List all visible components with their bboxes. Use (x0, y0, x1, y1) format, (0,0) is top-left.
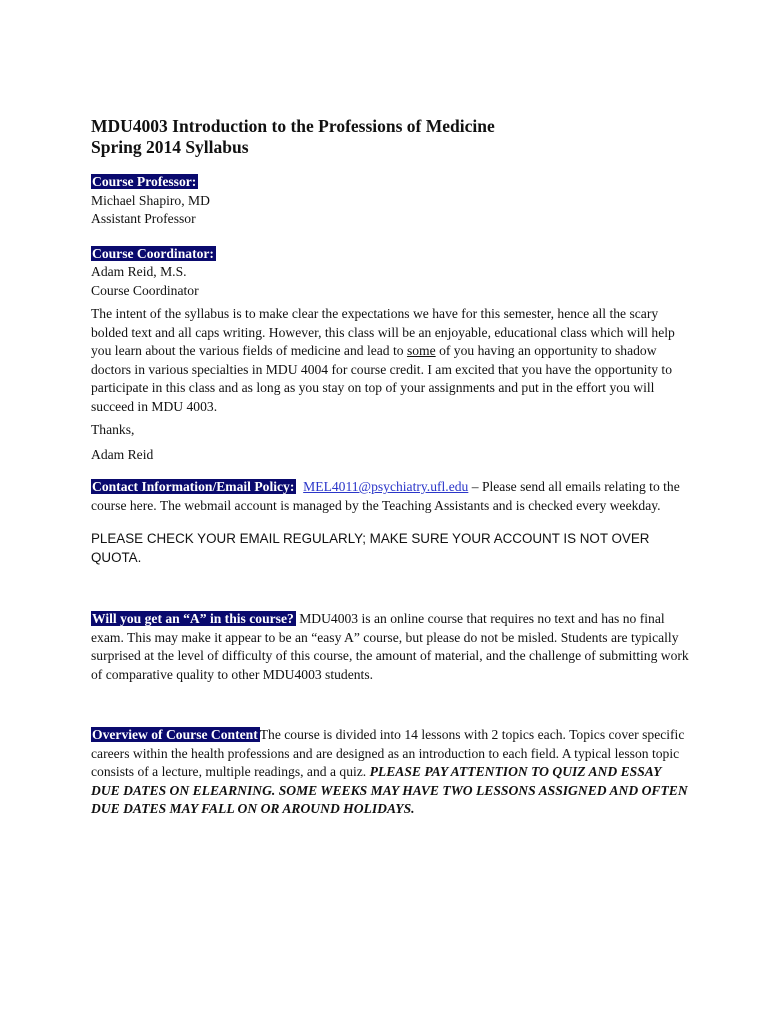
intro-underlined-word: some (406, 343, 436, 358)
coordinator-section (91, 245, 691, 301)
professor-section (91, 173, 691, 229)
intro-text-end: of you having an opportunity to shadow doctors in various specialties in MDU 4004 for course credit. I am excited that you have the opportunity to participate in this class and as long as you stay on top of your assignments and put in the effort you will succeed in MDU 4003. (91, 343, 672, 414)
document-title (91, 116, 691, 158)
professor-role: Assistant Professor (91, 211, 196, 226)
intro-paragraph (91, 305, 691, 416)
title-line-course: MDU4003 Introduction to the Professions of Medicine (91, 116, 495, 136)
intro-text-start: The intent of the syllabus is to make clear the expectations we have for this semester, hence all the scary bolded text and all caps writing. However, this class will be an enjoyable, educational class which will help you learn about the various fields of medicine and lead to (91, 306, 675, 358)
email-warning: PLEASE CHECK YOUR EMAIL REGULARLY; MAKE SURE YOUR ACCOUNT IS NOT OVER QUOTA. (91, 531, 650, 565)
contact-heading: Contact Information/Email Policy: (92, 479, 295, 494)
professor-name: Michael Shapiro, MD (91, 192, 210, 208)
contact-email-link[interactable]: MEL4011@psychiatry.ufl.edu (303, 479, 469, 494)
grade-heading: Will you get an “A” in this course? (92, 611, 294, 626)
overview-text: The course is divided into 14 lessons with 2 topics each. Topics cover specific careers within the health professions and are designed as an introduction to each field. A typical lesson topic consists of a lecture, multiple readings, and a quiz. (91, 727, 685, 779)
contact-section (91, 478, 691, 515)
overview-heading: Overview of Course Content (92, 727, 258, 742)
intro-thanks: Thanks, (91, 422, 135, 437)
coordinator-name: Adam Reid, M.S. (91, 264, 187, 279)
contact-text: – Please send all emails relating to the course here. The webmail account is managed by the Teaching Assistants and is checked every weekday. (91, 479, 680, 513)
intro-signature: Adam Reid (91, 446, 154, 462)
coordinator-heading: Course Coordinator: (92, 245, 214, 261)
grade-text: MDU4003 is an online course that requires no text and has no final exam. This may make it appear to be an “easy A” course, but please do not be misled. Students are typically surprised at the level of difficulty of this course, the amount of material, and the challenge of submitting work of comparative quality to other MDU4003 students. (91, 611, 689, 682)
overview-section (91, 726, 691, 819)
title-line-term: Spring 2014 Syllabus (91, 137, 249, 157)
syllabus-page (91, 116, 691, 819)
coordinator-role: Course Coordinator (91, 282, 199, 298)
grade-section (91, 610, 691, 684)
professor-heading: Course Professor: (92, 174, 197, 189)
overview-emphasis: PLEASE PAY ATTENTION TO QUIZ AND ESSAY DUE DATES ON ELEARNING. SOME WEEKS MAY HAVE TWO LESSONS ASSIGNED AND OFTEN DUE DATES MAY FALL ON OR AROUND HOLIDAYS. (91, 764, 688, 816)
